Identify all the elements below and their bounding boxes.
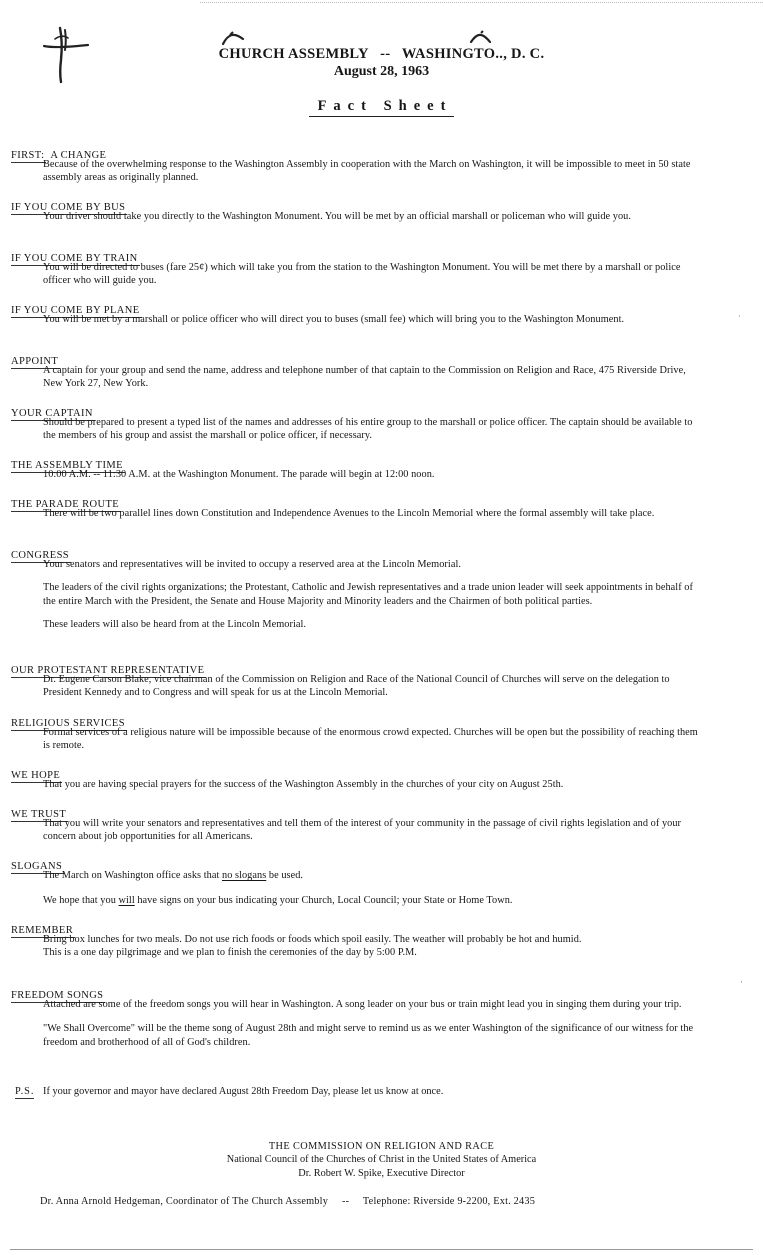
section-congress: [11, 545, 701, 631]
footer-commission: THE COMMISSION ON RELIGION AND RACE: [268, 1141, 495, 1152]
section-paragraph: "We Shall Overcome" will be the theme song of August 28th and might serve to remind us as we enter Washington of the significance of our witness for the freedom and brotherhood of all of God's children.: [43, 1023, 694, 1048]
bottom-edge-line: [10, 1249, 753, 1250]
section-heading: THE PARADE ROUTE: [11, 499, 120, 510]
section-paragraph: Your driver should take you directly to the Washington Monument. You will be met by an official marshall or policeman who will guide you.: [43, 211, 632, 222]
section-paragraph: 10:00 A.M. -- 11:30 A.M. at the Washington Monument. The parade will begin at 12:00 noon.: [43, 469, 435, 480]
section-paragraph: Bring box lunches for two meals. Do not use rich foods or foods which spoil easily. The weather will probably be hot and humid.: [43, 934, 582, 945]
postscript: [15, 1086, 443, 1099]
section-paragraph: That you are having special prayers for the success of the Washington Assembly in the churches of your city on August 25th.: [43, 779, 564, 790]
section-paragraph: The March on Washington office asks that no slogans be used.: [43, 870, 304, 881]
section-train: [11, 248, 701, 288]
section-parade-route: [11, 494, 701, 520]
footer-separator: --: [341, 1196, 350, 1207]
emphasis-text: will: [118, 895, 135, 907]
section-heading: APPOINT: [11, 356, 59, 367]
section-slogans: [11, 856, 701, 908]
assembly-title: [0, 46, 763, 63]
section-assembly-time: [11, 455, 701, 481]
section-appoint: [11, 351, 701, 391]
section-paragraph: This is a one day pilgrimage and we plan to finish the ceremonies of the day by 5:00 P.M.: [43, 947, 417, 959]
section-freedom-songs: [11, 985, 701, 1049]
section-heading: FIRST:: [11, 150, 45, 161]
section-heading-row: [11, 145, 701, 161]
section-heading: OUR PROTESTANT REPRESENTATIVE: [11, 665, 205, 676]
section-religious-services: [11, 713, 701, 753]
assembly-title-left: CHURCH ASSEMBLY: [218, 46, 369, 62]
footer-coordinator-line: [40, 1196, 535, 1207]
section-heading: THE ASSEMBLY TIME: [11, 460, 123, 471]
footer-telephone: Telephone: Riverside 9-2200, Ext. 2435: [362, 1196, 536, 1207]
footer-council: National Council of the Churches of Christ in the United States of America: [226, 1154, 537, 1166]
assembly-title-separator: --: [380, 46, 391, 62]
section-heading: WE TRUST: [11, 809, 67, 820]
section-heading: IF YOU COME BY TRAIN: [11, 253, 138, 264]
section-heading: IF YOU COME BY PLANE: [11, 305, 140, 316]
assembly-title-right: WASHINGTO.., D. C.: [401, 46, 545, 62]
footer-organization: [0, 1140, 763, 1180]
section-paragraph: There will be two parallel lines down Constitution and Independence Avenues to the Lincoln Memorial where the formal assembly will take place.: [43, 508, 655, 519]
section-paragraph: That you will write your senators and representatives and tell them of the interest of your community in the passage of civil rights legislation and of your concern about job opportunities for all Americans.: [43, 818, 682, 843]
section-paragraph: Attached are some of the freedom songs you will hear in Washington. A song leader on your bus or train might lead you in singing them during your trip.: [43, 999, 682, 1010]
section-paragraph: The leaders of the civil rights organizations; the Protestant, Catholic and Jewish representatives and a trade union leader will seek appointments in behalf of the entire March with the President, the Senate and House Majority and Minority leaders and the Chairmen of both political parties.: [43, 582, 693, 607]
section-paragraph: Your senators and representatives will be invited to occupy a reserved area at the Lincoln Memorial.: [43, 559, 461, 570]
section-paragraph: Because of the overwhelming response to the Washington Assembly in cooperation with the March on Washington, it will be impossible to meet in 50 state assembly areas as originally planned.: [43, 159, 691, 184]
section-we-trust: [11, 804, 701, 844]
section-we-hope: [11, 765, 701, 791]
section-heading: CONGRESS: [11, 550, 70, 561]
section-first-a-change: [11, 145, 701, 185]
section-plane: [11, 300, 701, 326]
section-heading: SLOGANS: [11, 861, 63, 872]
section-protestant-representative: [11, 660, 701, 700]
handwritten-caret-icon: [468, 30, 494, 46]
footer-coordinator: Dr. Anna Arnold Hedgeman, Coordinator of The Church Assembly: [40, 1196, 329, 1207]
section-heading: REMEMBER: [11, 925, 74, 936]
section-heading: RELIGIOUS SERVICES: [11, 718, 125, 729]
assembly-date: August 28, 1963: [333, 64, 430, 79]
section-remember: [11, 920, 701, 960]
postscript-label: P.S.: [15, 1086, 35, 1097]
section-heading-suffix: A CHANGE: [50, 150, 107, 161]
section-paragraph: A captain for your group and send the name, address and telephone number of that captain to the Commission on Religion and Race, 475 Riverside Drive, New York 27, New York.: [43, 365, 686, 390]
section-paragraph: These leaders will also be heard from at the Lincoln Memorial.: [43, 618, 307, 630]
section-paragraph: Dr. Eugene Carson Blake, vice chairman of the Commission on Religion and Race of the National Council of Churches will serve on the delegation to President Kennedy and to Congress and will speak for us at the Lincoln Memorial.: [43, 674, 670, 699]
section-paragraph: You will be directed to buses (fare 25¢) which will take you from the station to the Washington Monument. You will be met there by a marshall or police officer who will guide you.: [43, 262, 681, 287]
section-heading: IF YOU COME BY BUS: [11, 202, 126, 213]
section-heading: FREEDOM SONGS: [11, 990, 104, 1001]
handwritten-caret-icon: [220, 30, 246, 46]
section-bus: [11, 197, 701, 223]
emphasis-text: no slogans: [222, 870, 267, 881]
margin-mark: ·: [740, 977, 743, 987]
section-paragraph: Formal services of a religious nature will be impossible because of the enormous crowd expected. Churches will be open but the possibility of reaching them is remote.: [43, 727, 698, 752]
top-dotted-edge: [200, 2, 763, 3]
footer-director: Dr. Robert W. Spike, Executive Director: [298, 1167, 465, 1179]
section-paragraph: We hope that you will have signs on your bus indicating your Church, Local Council; your State or Home Town.: [43, 895, 513, 907]
postscript-text: If your governor and mayor have declared August 28th Freedom Day, please let us know at once.: [43, 1086, 444, 1097]
margin-mark: ·: [738, 311, 741, 321]
page-title-text: Fact Sheet: [309, 98, 455, 117]
page-title: [0, 98, 763, 117]
section-heading: YOUR CAPTAIN: [11, 408, 93, 419]
section-paragraph: Should be prepared to present a typed list of the names and addresses of his entire group to the marshall or police officer. The captain should be available to the members of his group and assist the marshall or police officer, if necessary.: [43, 417, 693, 442]
section-heading: WE HOPE: [11, 770, 61, 781]
section-your-captain: [11, 403, 701, 443]
section-paragraph: You will be met by a marshall or police officer who will direct you to buses (small fee) which will bring you to the Washington Monument.: [43, 314, 625, 325]
